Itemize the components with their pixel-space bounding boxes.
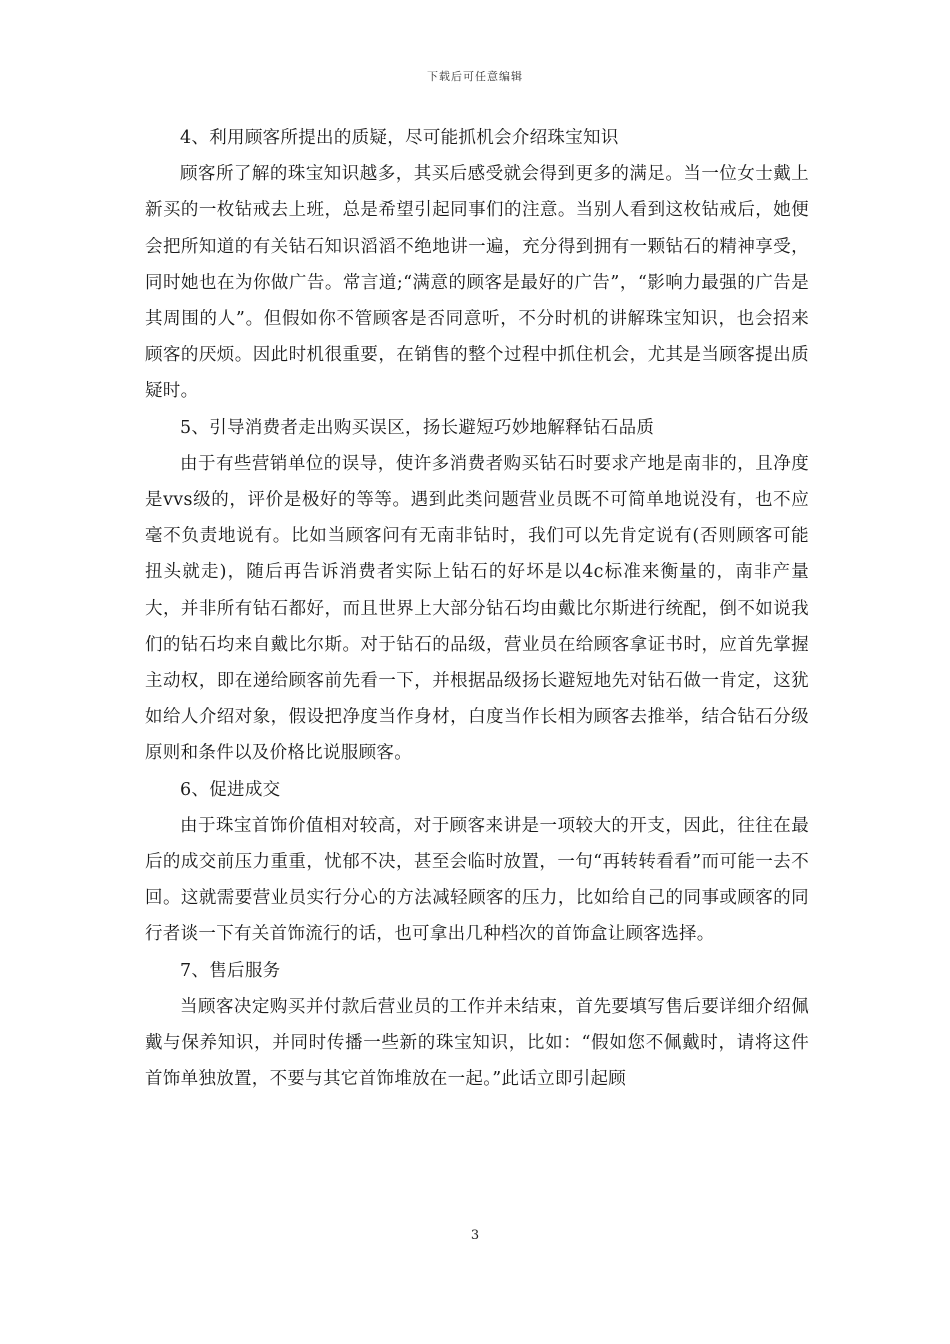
section-body-4: 顾客所了解的珠宝知识越多，其买后感受就会得到更多的满足。当一位女士戴上新买的一枚钻戒去上班，总是希望引起同事们的注意。当别人看到这枚钻戒后，她便会把所知道的有关钻石知识滔滔不绝地讲一遍，充分得到拥有一颗钻石的精神享受，同时她也在为你做广告。常言道;“满意的顾客是最好的广告”，“影响力最强的广告是其周围的人”。但假如你不管顾客是否同意听，不分时机的讲解珠宝知识，也会招来顾客的厌烦。因此时机很重要，在销售的整个过程中抓住机会，尤其是当顾客提出质疑时。 (145, 164, 809, 402)
section-heading-5: 5、引导消费者走出购买误区，扬长避短巧妙地解释钻石品质 (180, 417, 655, 438)
section-body-5: 由于有些营销单位的误导，使许多消费者购买钻石时要求产地是南非的，且净度是vvs级的，评价是极好的等等。遇到此类问题营业员既不可简单地说没有，也不应毫不负责地说有。比如当顾客问有无南非钻时，我们可以先肯定说有(否则顾客可能扭头就走)，随后再告诉消费者实际上钻石的好坏是以4c标准来衡量的，南非产量大，并非所有钻石都好，而且世界上大部分钻石均由戴比尔斯进行统配，倒不如说我们的钻石均来自戴比尔斯。对于钻石的品级，营业员在给顾客拿证书时，应首先掌握主动权，即在递给顾客前先看一下，并根据品级扬长避短地先对钻石做一肯定，这犹如给人介绍对象，假设把净度当作身材，白度当作长相为顾客去推举，结合钻石分级原则和条件以及价格比说服顾客。 (145, 453, 809, 764)
document-body (145, 120, 809, 1097)
section-heading-6: 6、促进成交 (180, 779, 281, 800)
section-body-7: 当顾客决定购买并付款后营业员的工作并未结束，首先要填写售后要详细介绍佩戴与保养知识，并同时传播一些新的珠宝知识，比如：“假如您不佩戴时，请将这件首饰单独放置，不要与其它首饰堆放在一起。”此话立即引起顾 (145, 996, 809, 1090)
section-heading-4: 4、利用顾客所提出的质疑，尽可能抓机会介绍珠宝知识 (180, 128, 619, 148)
section-heading-7: 7、售后服务 (180, 960, 281, 981)
section-body-6: 由于珠宝首饰价值相对较高，对于顾客来讲是一项较大的开支，因此，往往在最后的成交前压力重重，忧郁不决，甚至会临时放置，一句“再转转看看”而可能一去不回。这就需要营业员实行分心的方法减轻顾客的压力，比如给自己的同事或顾客的同行者谈一下有关首饰流行的话，也可拿出几种档次的首饰盒让顾客选择。 (145, 815, 809, 945)
page-number: 3 (470, 1228, 480, 1243)
page-header: 下载后可任意编辑 (427, 70, 523, 83)
